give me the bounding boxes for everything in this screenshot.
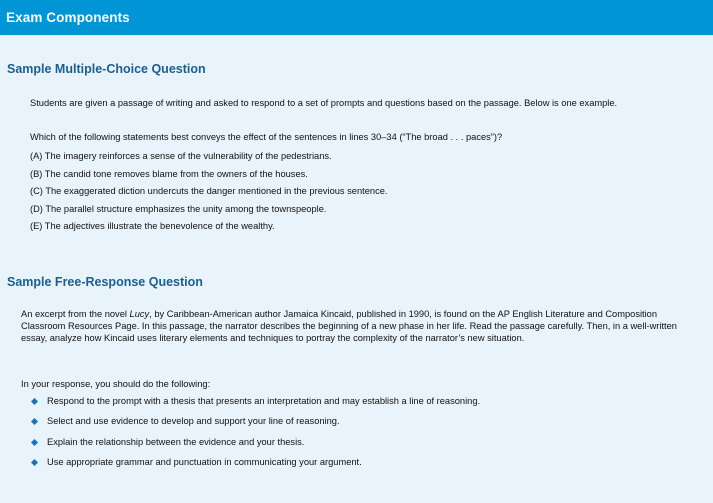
requirement-item [30,416,480,436]
requirement-text: Respond to the prompt with a thesis that presents an interpretation and may establish a line of reasoning. [47,396,481,406]
free-response-intro-start: An excerpt from the novel [21,309,130,319]
free-response-intro [21,309,701,344]
multiple-choice-heading: Sample Multiple-Choice Question [7,62,206,76]
diamond-bullet-icon [31,459,38,466]
diamond-bullet-icon [31,439,38,446]
requirement-text: Use appropriate grammar and punctuation in communicating your argument. [47,456,362,467]
diamond-bullet-icon [31,418,38,425]
requirement-item [30,396,480,416]
page-title: Exam Components [6,10,130,25]
requirement-item [30,437,480,457]
header-bar [0,0,713,35]
requirement-text: Explain the relationship between the evidence and your thesis. [47,436,305,447]
response-instructions: In your response, you should do the following: [21,379,211,389]
response-requirements-list [30,396,480,477]
answer-choice-e: (E) The adjectives illustrate the benevolence of the wealthy. [30,221,275,232]
answer-choice-c: (C) The exaggerated diction undercuts the danger mentioned in the previous sentence. [30,186,388,197]
multiple-choice-intro: Students are given a passage of writing and asked to respond to a set of prompts and questions based on the passage. Below is one example. [30,98,618,108]
novel-title: Lucy [129,309,150,319]
free-response-heading: Sample Free-Response Question [7,275,203,289]
answer-choices-list [30,151,387,239]
requirement-text: Select and use evidence to develop and support your line of reasoning. [47,416,340,427]
answer-choice-a: (A) The imagery reinforces a sense of the vulnerability of the pedestrians. [30,151,332,161]
requirement-item [30,457,480,477]
answer-choice-d: (D) The parallel structure emphasizes the unity among the townspeople. [30,203,327,214]
free-response-intro-rest: , by Caribbean-American author Jamaica Kincaid, published in 1990, is found on the AP English Literature and Composition Classroom Resources Page. In this passage, the narrator describes the beginning of a new phase in her life. Read the passage carefully. Then, in a well-written essay, analyze how Kincaid uses literary elements and techniques to portray the complexity of the narrator’s new situation. [21,309,677,343]
diamond-bullet-icon [31,398,38,405]
answer-choice-b: (B) The candid tone removes blame from the owners of the houses. [30,168,308,179]
multiple-choice-question: Which of the following statements best conveys the effect of the sentences in lines 30–34 (“The broad . . . paces”)? [30,132,503,142]
